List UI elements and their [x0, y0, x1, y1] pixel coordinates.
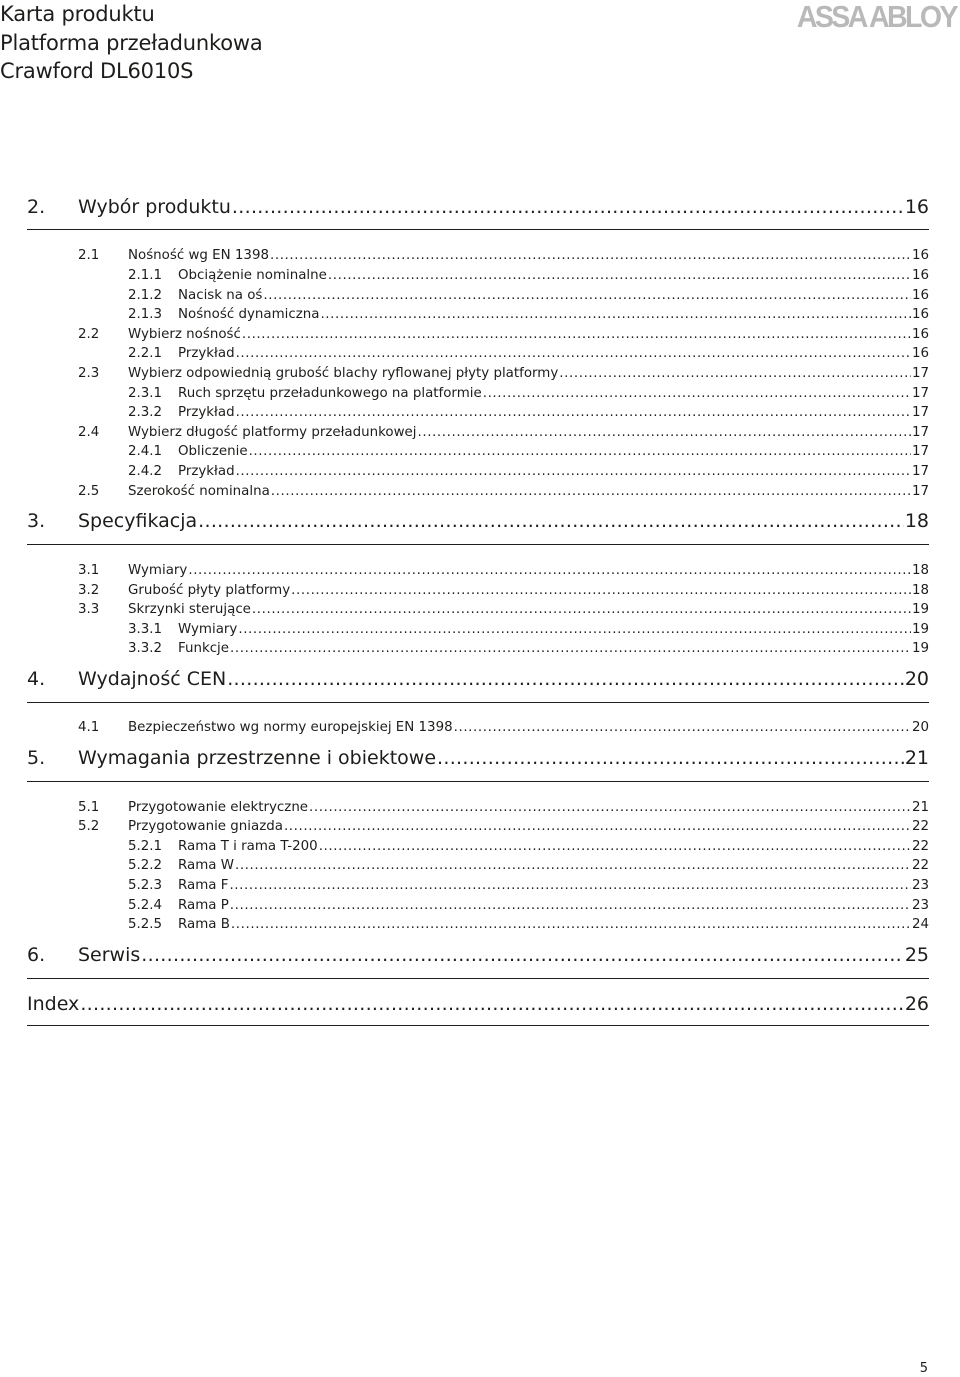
toc-entry-number: 4. — [27, 668, 46, 690]
section-divider — [27, 1025, 929, 1026]
toc-dot-leader — [227, 668, 904, 690]
toc-entry-page: 17 — [911, 405, 929, 420]
toc-entry-number: 5.2.2 — [128, 858, 163, 873]
toc-entry-number: 5.2 — [78, 819, 100, 834]
toc-entry[interactable] — [27, 917, 929, 937]
table-of-contents — [27, 0, 929, 1377]
toc-dot-leader — [559, 366, 911, 381]
toc-entry-number: 3.3.1 — [128, 622, 163, 637]
toc-entry[interactable] — [27, 747, 929, 775]
toc-entry[interactable] — [27, 425, 929, 445]
toc-entry-number: 5.2.3 — [128, 878, 163, 893]
toc-entry-title: Nośność wg EN 1398 — [128, 248, 269, 263]
toc-entry-page: 21 — [911, 800, 929, 815]
toc-dot-leader — [309, 800, 911, 815]
toc-dot-leader — [483, 386, 911, 401]
toc-entry-page: 16 — [911, 327, 929, 342]
toc-entry-page: 16 — [911, 346, 929, 361]
toc-entry-page: 19 — [911, 622, 929, 637]
section-divider — [27, 229, 929, 230]
toc-entry[interactable] — [27, 668, 929, 696]
toc-entry-title: Specyfikacja — [78, 510, 198, 532]
toc-entry-number: 3.3.2 — [128, 641, 163, 656]
toc-entry-number: 2.5 — [78, 484, 100, 499]
section-divider — [27, 978, 929, 979]
toc-entry-title: Skrzynki sterujące — [128, 602, 251, 617]
toc-entry-number: 3.1 — [78, 563, 100, 578]
toc-entry-title: Index — [27, 993, 80, 1015]
toc-entry-page: 17 — [911, 366, 929, 381]
toc-dot-leader — [291, 583, 911, 598]
toc-entry-number: 2.1.2 — [128, 288, 163, 303]
toc-entry-title: Bezpieczeństwo wg normy europejskiej EN 1398 — [128, 720, 453, 735]
toc-entry[interactable] — [27, 464, 929, 484]
toc-entry[interactable] — [27, 307, 929, 327]
toc-entry-page: 16 — [911, 288, 929, 303]
toc-entry-page: 23 — [911, 898, 929, 913]
toc-dot-leader — [236, 464, 911, 479]
toc-entry[interactable] — [27, 288, 929, 308]
toc-entry[interactable] — [27, 602, 929, 622]
toc-entry-page: 16 — [911, 268, 929, 283]
toc-dot-leader — [141, 944, 904, 966]
toc-entry-number: 2.4.1 — [128, 444, 163, 459]
toc-entry-title: Przykład — [178, 464, 235, 479]
toc-entry-page: 17 — [911, 425, 929, 440]
toc-dot-leader — [230, 898, 911, 913]
toc-entry-number: 3.3 — [78, 602, 100, 617]
toc-entry[interactable] — [27, 993, 929, 1021]
toc-entry-title: Rama P — [178, 898, 229, 913]
toc-entry[interactable] — [27, 444, 929, 464]
toc-entry-title: Przykład — [178, 346, 235, 361]
toc-entry-page: 22 — [911, 858, 929, 873]
toc-entry[interactable] — [27, 327, 929, 347]
toc-dot-leader — [320, 307, 911, 322]
toc-entry-number: 2.1 — [78, 248, 100, 263]
toc-entry-number: 2.2.1 — [128, 346, 163, 361]
toc-entry-number: 6. — [27, 944, 46, 966]
section-divider — [27, 781, 929, 782]
toc-entry[interactable] — [27, 878, 929, 898]
toc-entry[interactable] — [27, 622, 929, 642]
toc-entry-page: 25 — [904, 944, 929, 966]
toc-entry-page: 17 — [911, 444, 929, 459]
toc-entry-title: Obciążenie nominalne — [178, 268, 327, 283]
header-line-1: Karta produktu — [0, 2, 155, 26]
toc-entry-title: Rama F — [178, 878, 229, 893]
toc-dot-leader — [271, 484, 911, 499]
toc-entry-page: 22 — [911, 819, 929, 834]
toc-entry-title: Rama T i rama T-200 — [178, 839, 318, 854]
toc-entry[interactable] — [27, 858, 929, 878]
toc-entry-title: Ruch sprzętu przeładunkowego na platformie — [178, 386, 482, 401]
toc-entry[interactable] — [27, 366, 929, 386]
toc-dot-leader — [417, 425, 910, 440]
toc-entry-number: 5.1 — [78, 800, 100, 815]
toc-dot-leader — [454, 720, 911, 735]
toc-entry[interactable] — [27, 386, 929, 406]
toc-entry-title: Wydajność CEN — [78, 668, 227, 690]
toc-entry-page: 22 — [911, 839, 929, 854]
toc-dot-leader — [319, 839, 911, 854]
toc-entry[interactable] — [27, 898, 929, 918]
toc-entry-page: 19 — [911, 641, 929, 656]
toc-entry-page: 17 — [911, 386, 929, 401]
toc-entry-title: Wybierz odpowiednią grubość blachy ryflowanej płyty platformy — [128, 366, 559, 381]
toc-entry-number: 2.2 — [78, 327, 100, 342]
toc-entry[interactable] — [27, 510, 929, 538]
toc-entry-number: 2.4 — [78, 425, 100, 440]
toc-entry-title: Funkcje — [178, 641, 230, 656]
toc-entry-title: Wybór produktu — [78, 196, 231, 218]
toc-dot-leader — [328, 268, 911, 283]
header-line-3: Crawford DL6010S — [0, 59, 194, 83]
toc-entry-page: 16 — [904, 196, 929, 218]
toc-entry[interactable] — [27, 800, 929, 820]
toc-dot-leader — [242, 327, 911, 342]
toc-entry-title: Rama B — [178, 917, 230, 932]
header-line-2: Platforma przeładunkowa — [0, 30, 263, 55]
toc-entry[interactable] — [27, 268, 929, 288]
toc-dot-leader — [80, 993, 904, 1015]
toc-entry[interactable] — [27, 641, 929, 661]
toc-entry-page: 17 — [911, 464, 929, 479]
toc-dot-leader — [249, 444, 911, 459]
toc-dot-leader — [230, 641, 911, 656]
toc-entry-number: 2.1.1 — [128, 268, 163, 283]
section-divider — [27, 544, 929, 545]
page-number: 5 — [919, 1361, 928, 1376]
toc-dot-leader — [231, 917, 911, 932]
toc-entry-number: 2.3.1 — [128, 386, 163, 401]
section-divider — [27, 702, 929, 703]
toc-dot-leader — [236, 346, 911, 361]
toc-dot-leader — [235, 858, 911, 873]
toc-entry-title: Serwis — [78, 944, 141, 966]
toc-entry-title: Przygotowanie elektryczne — [128, 800, 309, 815]
toc-dot-leader — [263, 288, 911, 303]
toc-entry[interactable] — [27, 484, 929, 504]
toc-entry-number: 5.2.1 — [128, 839, 163, 854]
toc-entry-number: 2.3.2 — [128, 405, 163, 420]
toc-dot-leader — [238, 622, 911, 637]
toc-entry-title: Wymiary — [178, 622, 238, 637]
toc-dot-leader — [198, 510, 904, 532]
toc-entry-number: 4.1 — [78, 720, 100, 735]
toc-entry-page: 16 — [911, 248, 929, 263]
toc-entry-page: 18 — [911, 563, 929, 578]
toc-dot-leader — [188, 563, 911, 578]
toc-entry-page: 16 — [911, 307, 929, 322]
toc-entry[interactable] — [27, 563, 929, 583]
toc-entry-number: 2.4.2 — [128, 464, 163, 479]
toc-dot-leader — [232, 196, 904, 218]
assa-abloy-logo: ASSA ABLOY — [796, 0, 956, 34]
toc-entry-page: 20 — [904, 668, 929, 690]
toc-entry-title: Grubość płyty platformy — [128, 583, 291, 598]
toc-entry[interactable] — [27, 405, 929, 425]
toc-entry-number: 5. — [27, 747, 46, 769]
toc-entry-title: Rama W — [178, 858, 234, 873]
toc-entry-title: Obliczenie — [178, 444, 248, 459]
toc-entry-page: 20 — [911, 720, 929, 735]
toc-entry-title: Szerokość nominalna — [128, 484, 270, 499]
toc-entry-page: 23 — [911, 878, 929, 893]
toc-entry[interactable] — [27, 583, 929, 603]
toc-entry-number: 2.3 — [78, 366, 100, 381]
toc-dot-leader — [270, 248, 911, 263]
toc-entry-page: 19 — [911, 602, 929, 617]
toc-entry-title: Nacisk na oś — [178, 288, 263, 303]
toc-entry-title: Wybierz długość platformy przeładunkowej — [128, 425, 417, 440]
toc-entry-number: 5.2.5 — [128, 917, 163, 932]
toc-dot-leader — [284, 819, 911, 834]
toc-entry-number: 2.1.3 — [128, 307, 163, 322]
toc-entry[interactable] — [27, 819, 929, 839]
toc-dot-leader — [236, 405, 911, 420]
toc-entry-page: 18 — [911, 583, 929, 598]
toc-entry[interactable] — [27, 944, 929, 972]
toc-dot-leader — [252, 602, 911, 617]
toc-entry-number: 3. — [27, 510, 46, 532]
toc-entry-page: 26 — [904, 993, 929, 1015]
toc-entry[interactable] — [27, 248, 929, 268]
toc-entry[interactable] — [27, 839, 929, 859]
toc-entry-number: 5.2.4 — [128, 898, 163, 913]
toc-entry-title: Wymagania przestrzenne i obiektowe — [78, 747, 437, 769]
toc-entry-page: 21 — [904, 747, 929, 769]
toc-entry-page: 17 — [911, 484, 929, 499]
toc-entry-page: 18 — [904, 510, 929, 532]
toc-entry-page: 24 — [911, 917, 929, 932]
toc-entry-title: Wybierz nośność — [128, 327, 241, 342]
toc-entry[interactable] — [27, 346, 929, 366]
toc-entry-number: 3.2 — [78, 583, 100, 598]
toc-dot-leader — [229, 878, 911, 893]
toc-entry[interactable] — [27, 196, 929, 224]
toc-entry-title: Nośność dynamiczna — [178, 307, 320, 322]
toc-entry[interactable] — [27, 720, 929, 740]
toc-dot-leader — [437, 747, 904, 769]
toc-entry-title: Przykład — [178, 405, 235, 420]
toc-entry-number: 2. — [27, 196, 46, 218]
toc-entry-title: Wymiary — [128, 563, 188, 578]
toc-entry-title: Przygotowanie gniazda — [128, 819, 283, 834]
